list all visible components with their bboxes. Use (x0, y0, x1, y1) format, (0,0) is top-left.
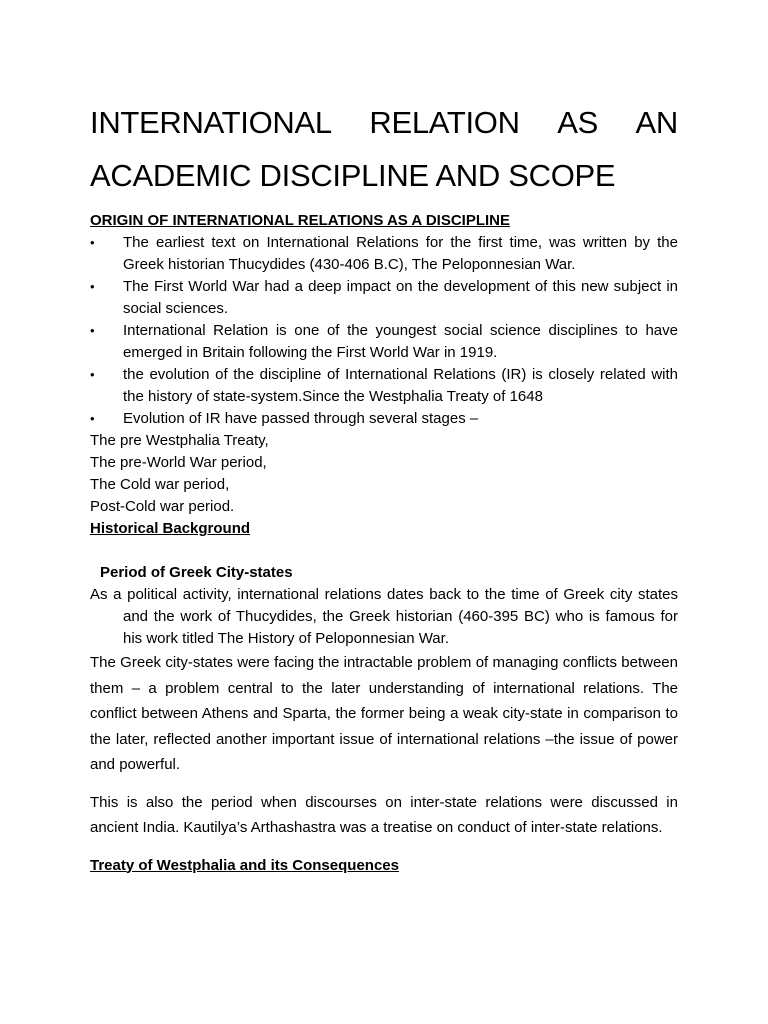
greek-paragraph-1: As a political activity, international relations dates back to the time of Greek city states and the work of Thucydides, the Greek historian (460-395 BC) who is famous for his work titled The History of Peloponnesian War. (90, 586, 678, 647)
title-line-2: ACADEMIC DISCIPLINE AND SCOPE (90, 158, 616, 193)
bullet-text: the evolution of the discipline of International Relations (IR) is closely related with the history of state-system.Since the Westphalia Treaty of 1648 (123, 366, 678, 405)
stage-line: Post-Cold war period. (90, 498, 235, 515)
bullet-icon: • (90, 367, 95, 382)
india-paragraph: This is also the period when discourses on inter-state relations were discussed in ancient India. Kautilya’s Arthashastra was a treatise on conduct of inter-state relations. (90, 793, 678, 836)
greek-paragraph-2: The Greek city-states were facing the intractable problem of managing conflicts between them – a problem central to the later understanding of international relations. The conflict between Athens and Sparta, the former being a weak city-state in comparison to the later, reflected another important issue of international relations –the issue of power and powerful. (90, 654, 678, 773)
list-item (90, 320, 678, 364)
list-item (90, 364, 678, 408)
bullet-icon: • (90, 235, 95, 250)
historical-heading: Historical Background (90, 520, 251, 537)
bullet-text: The First World War had a deep impact on the development of this new subject in social sciences. (123, 278, 678, 317)
bullet-icon: • (90, 323, 95, 338)
stage-line: The pre Westphalia Treaty, (90, 432, 269, 449)
bullet-text: Evolution of IR have passed through several stages – (123, 410, 479, 427)
title-word-4: AN (635, 105, 678, 140)
list-item (90, 276, 678, 320)
origin-bullet-list (90, 232, 678, 430)
greek-subheading: Period of Greek City-states (100, 564, 293, 581)
bullet-icon: • (90, 279, 95, 294)
bullet-icon: • (90, 411, 95, 426)
list-item (90, 408, 678, 430)
stage-line: The Cold war period, (90, 476, 230, 493)
title-word-1: INTERNATIONAL (90, 105, 332, 140)
list-item (90, 232, 678, 276)
origin-heading: ORIGIN OF INTERNATIONAL RELATIONS AS A DISCIPLINE (90, 212, 511, 229)
westphalia-heading: Treaty of Westphalia and its Consequences (90, 856, 399, 874)
title-word-3: AS (557, 105, 598, 140)
title-word-2: RELATION (369, 105, 520, 140)
bullet-text: The earliest text on International Relations for the first time, was written by the Greek historian Thucydides (430-406 B.C), The Peloponnesian War. (123, 234, 678, 273)
document-title (90, 96, 678, 202)
bullet-text: International Relation is one of the youngest social science disciplines to have emerged in Britain following the First World War in 1919. (123, 322, 678, 361)
title-line-1 (90, 96, 678, 149)
stage-line: The pre-World War period, (90, 454, 267, 471)
